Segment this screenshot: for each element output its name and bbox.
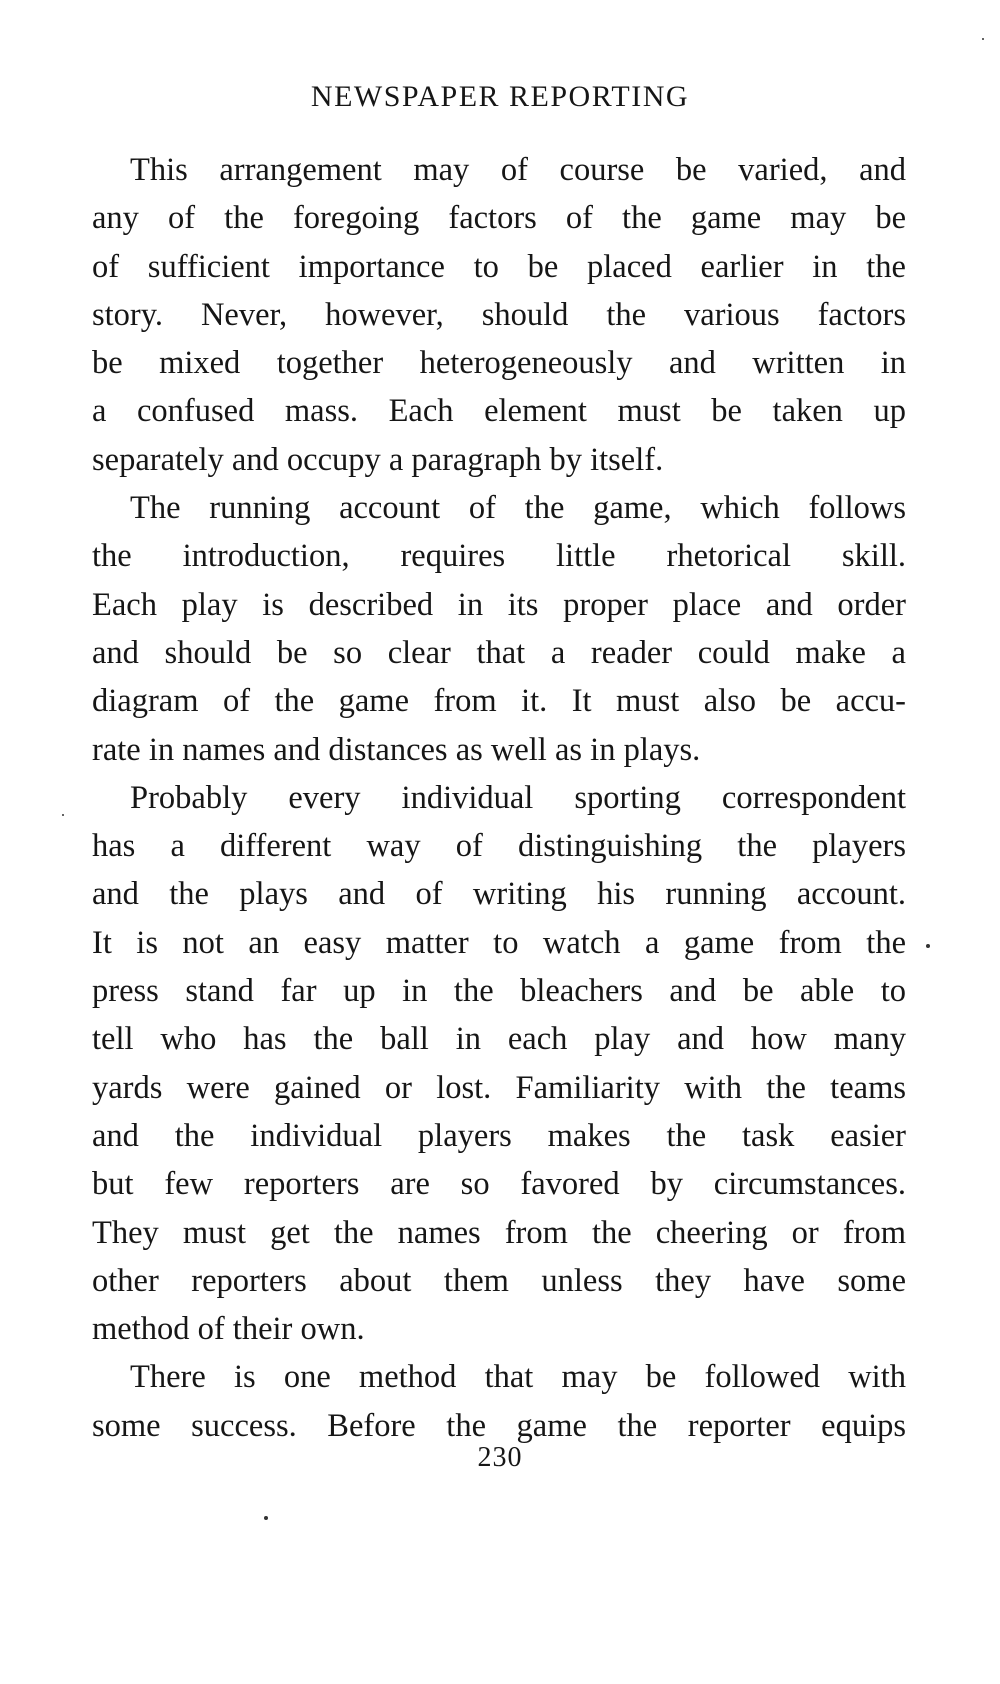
text-line: story. Never, however, should the various factors <box>92 296 906 333</box>
text-line: They must get the names from the cheering or from <box>92 1214 906 1251</box>
text-line: other reporters about them unless they have some <box>92 1262 906 1299</box>
scan-speck <box>264 1516 268 1520</box>
paragraph-1 <box>92 146 906 484</box>
text-line: any of the foregoing factors of the game may be <box>92 200 906 237</box>
text-line: but few reporters are so favored by circumstances. <box>92 1166 906 1203</box>
text-line: and the individual players makes the task easier <box>92 1117 906 1154</box>
text-line: The running account of the game, which follows <box>130 490 906 527</box>
text-line: This arrangement may of course be varied, and <box>130 152 906 188</box>
paragraph-3 <box>92 774 906 1354</box>
text-line: some success. Before the game the reporter equips <box>92 1407 906 1444</box>
paragraph-2 <box>92 484 906 774</box>
text-line: diagram of the game from it. It must also be accu- <box>92 683 906 720</box>
text-line: of sufficient importance to be placed earlier in the <box>92 248 906 285</box>
text-line: Probably every individual sporting correspondent <box>130 779 906 816</box>
text-line: a confused mass. Each element must be taken up <box>92 393 906 430</box>
text-line: It is not an easy matter to watch a game from the <box>92 924 906 961</box>
text-line: tell who has the ball in each play and how many <box>92 1021 906 1058</box>
text-line: yards were gained or lost. Familiarity with the teams <box>92 1069 906 1106</box>
scan-speck <box>926 944 930 948</box>
page-number: 230 <box>477 1442 523 1473</box>
text-line: separately and occupy a paragraph by itself. <box>92 441 664 478</box>
scan-speck <box>62 814 64 816</box>
text-line: has a different way of distinguishing the players <box>92 828 906 865</box>
text-line: Each play is described in its proper place and order <box>92 586 906 623</box>
text-line: and the plays and of writing his running account. <box>92 876 906 913</box>
paragraph-4 <box>92 1353 906 1450</box>
text-line: and should be so clear that a reader could make a <box>92 634 906 671</box>
body-text <box>92 146 906 1450</box>
text-line: the introduction, requires little rhetorical skill. <box>92 538 906 575</box>
running-head: NEWSPAPER REPORTING <box>310 80 690 113</box>
text-line: There is one method that may be followed with <box>130 1359 906 1396</box>
text-line: method of their own. <box>92 1311 365 1348</box>
text-line: rate in names and distances as well as in plays. <box>92 731 701 768</box>
scan-speck <box>982 38 984 40</box>
text-line: be mixed together heterogeneously and written in <box>92 345 906 382</box>
text-line: press stand far up in the bleachers and be able to <box>92 973 906 1010</box>
